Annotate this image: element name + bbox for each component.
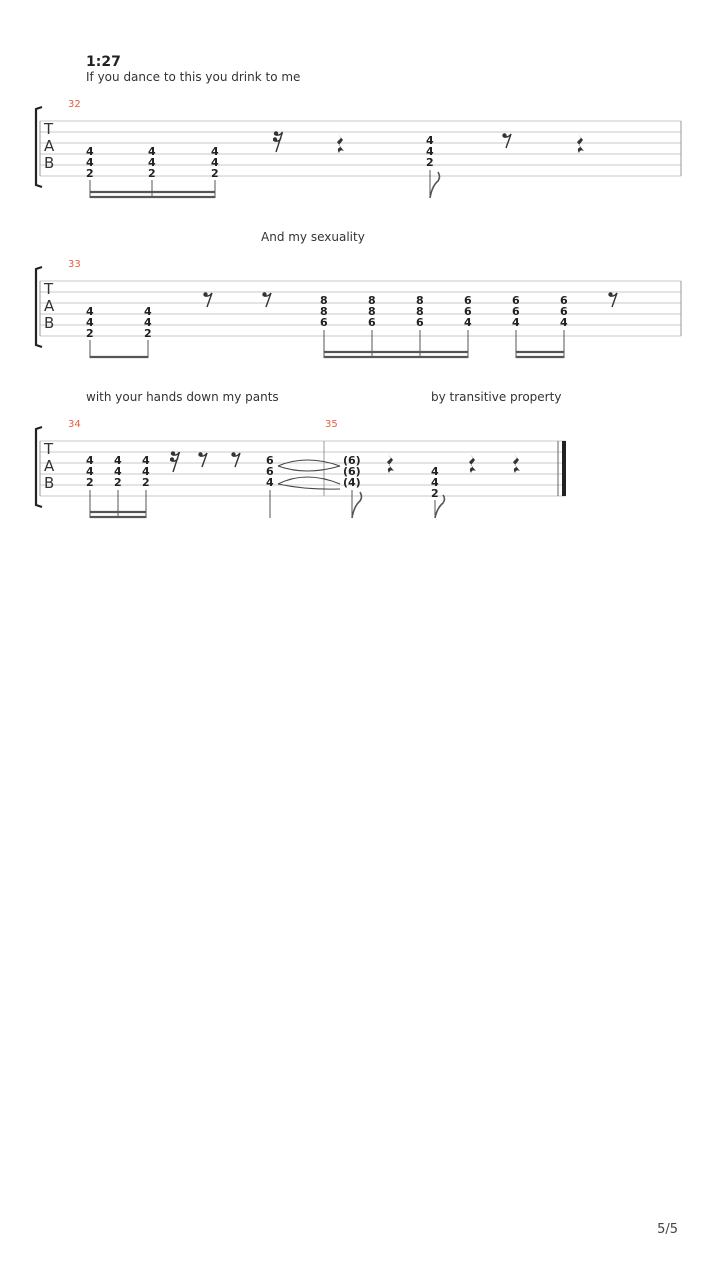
beams-stems: [90, 330, 564, 358]
svg-text:6: 6: [560, 294, 568, 307]
chord: [368, 294, 376, 329]
lyric-line-2: And my sexuality: [261, 230, 365, 244]
svg-text:4: 4: [86, 454, 94, 467]
sixteenth-rest: [170, 451, 180, 472]
chord-tied: [343, 454, 361, 489]
system-3: [36, 419, 566, 518]
sixteenth-rest: [273, 131, 283, 152]
measure-number: 34: [68, 419, 81, 430]
svg-text:8: 8: [368, 294, 376, 307]
page-number: 5/5: [657, 1222, 678, 1237]
svg-text:2: 2: [142, 476, 150, 489]
chord: [211, 145, 219, 180]
svg-text:6: 6: [320, 316, 328, 329]
svg-text:4: 4: [86, 305, 94, 318]
svg-text:6: 6: [512, 305, 520, 318]
svg-text:2: 2: [148, 167, 156, 180]
measure-number: 32: [68, 99, 81, 110]
chord: [144, 305, 152, 340]
svg-text:4: 4: [211, 156, 219, 169]
svg-text:6: 6: [512, 294, 520, 307]
chord: [266, 454, 274, 489]
svg-text:4: 4: [464, 316, 472, 329]
svg-text:6: 6: [368, 316, 376, 329]
svg-text:6: 6: [464, 305, 472, 318]
svg-text:4: 4: [86, 145, 94, 158]
tab-label-a: A: [44, 297, 55, 315]
svg-text:8: 8: [416, 294, 424, 307]
svg-text:6: 6: [416, 316, 424, 329]
chord: [560, 294, 568, 329]
system-bracket: [36, 107, 42, 187]
chord: [86, 145, 94, 180]
chord: [464, 294, 472, 329]
lyric-line-1: If you dance to this you drink to me: [86, 70, 301, 84]
svg-text:4: 4: [86, 465, 94, 478]
tab-label-a: A: [44, 457, 55, 475]
svg-text:4: 4: [86, 316, 94, 329]
svg-text:6: 6: [464, 294, 472, 307]
lyric-line-3b: by transitive property: [431, 390, 562, 404]
svg-text:4: 4: [211, 145, 219, 158]
svg-text:4: 4: [266, 476, 274, 489]
svg-text:2: 2: [426, 156, 434, 169]
eighth-rest: [198, 452, 207, 467]
svg-text:8: 8: [368, 305, 376, 318]
system-1: [36, 99, 681, 198]
chord: [416, 294, 424, 329]
eighth-rest: [231, 452, 240, 467]
tablature: [0, 0, 720, 560]
measure-number: 33: [68, 259, 81, 270]
svg-text:4: 4: [426, 134, 434, 147]
chord: [86, 305, 94, 340]
svg-text:2: 2: [431, 487, 439, 500]
eighth-rest: [608, 292, 617, 307]
chord: [114, 454, 122, 489]
svg-text:4: 4: [148, 156, 156, 169]
tab-label-b: B: [44, 154, 55, 172]
svg-text:6: 6: [560, 305, 568, 318]
tab-label-a: A: [44, 137, 55, 155]
svg-text:8: 8: [320, 294, 328, 307]
svg-text:2: 2: [144, 327, 152, 340]
chord: [431, 465, 439, 500]
svg-text:6: 6: [266, 465, 274, 478]
svg-text:2: 2: [211, 167, 219, 180]
timecode: 1:27: [86, 54, 121, 70]
eighth-rest: [502, 133, 511, 148]
svg-text:4: 4: [114, 454, 122, 467]
system-2: [36, 259, 681, 358]
svg-text:4: 4: [426, 145, 434, 158]
chord: [320, 294, 328, 329]
system-bracket: [36, 427, 42, 507]
beams-stems: [90, 170, 440, 198]
svg-text:4: 4: [114, 465, 122, 478]
tab-label-b: B: [44, 314, 55, 332]
svg-text:4: 4: [144, 316, 152, 329]
svg-text:2: 2: [86, 476, 94, 489]
svg-text:2: 2: [114, 476, 122, 489]
chord: [86, 454, 94, 489]
tab-label-t: T: [44, 280, 54, 298]
svg-text:(6): (6): [343, 454, 361, 467]
svg-text:4: 4: [144, 305, 152, 318]
staff-lines: [40, 121, 681, 176]
svg-text:(6): (6): [343, 465, 361, 478]
tab-label-t: T: [44, 120, 54, 138]
svg-text:8: 8: [320, 305, 328, 318]
svg-text:4: 4: [512, 316, 520, 329]
svg-text:8: 8: [416, 305, 424, 318]
tab-label-b: B: [44, 474, 55, 492]
svg-text:4: 4: [431, 476, 439, 489]
svg-text:(4): (4): [343, 476, 361, 489]
eighth-rest: [203, 292, 212, 307]
tab-label-t: T: [44, 440, 54, 458]
svg-text:4: 4: [142, 465, 150, 478]
chord: [512, 294, 520, 329]
chord: [142, 454, 150, 489]
svg-text:2: 2: [86, 167, 94, 180]
measure-number: 35: [325, 419, 338, 430]
chord: [426, 134, 434, 169]
svg-text:2: 2: [86, 327, 94, 340]
svg-text:4: 4: [142, 454, 150, 467]
svg-text:4: 4: [431, 465, 439, 478]
svg-text:4: 4: [560, 316, 568, 329]
lyric-line-3a: with your hands down my pants: [86, 390, 279, 404]
eighth-rest: [262, 292, 271, 307]
system-bracket: [36, 267, 42, 347]
svg-text:4: 4: [86, 156, 94, 169]
svg-text:6: 6: [266, 454, 274, 467]
staff-lines: [40, 281, 681, 336]
beams-stems: [90, 490, 445, 518]
chord: [148, 145, 156, 180]
svg-text:4: 4: [148, 145, 156, 158]
